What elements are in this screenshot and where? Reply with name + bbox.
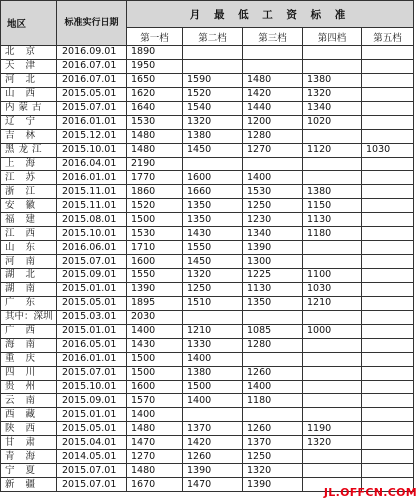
tier-5-cell [362, 129, 414, 143]
tier-2-cell: 1510 [183, 296, 243, 310]
date-cell: 2015.10.01 [57, 143, 127, 157]
tier-3-cell: 1250 [243, 199, 303, 213]
tier-5-cell [362, 366, 414, 380]
tier-5-cell [362, 241, 414, 255]
tier-2-cell: 1210 [183, 324, 243, 338]
tier-1-cell: 1390 [127, 282, 183, 296]
tier-2-cell: 1520 [183, 87, 243, 101]
tier-5-cell [362, 380, 414, 394]
tier-2-cell: 1660 [183, 185, 243, 199]
tier-4-cell [303, 464, 362, 478]
tier-2-cell: 1400 [183, 394, 243, 408]
region-cell: 新 疆 [1, 478, 57, 492]
table-row [1, 380, 414, 394]
tier-4-cell: 1380 [303, 185, 362, 199]
tier-1-cell: 1530 [127, 227, 183, 241]
table-row [1, 87, 414, 101]
tier-1-cell: 1670 [127, 478, 183, 492]
region-cell: 甘 肃 [1, 436, 57, 450]
tier-2-cell: 1370 [183, 422, 243, 436]
tier-3-cell: 1530 [243, 185, 303, 199]
date-cell: 2016.01.01 [57, 115, 127, 129]
table-row [1, 213, 414, 227]
date-cell: 2015.07.01 [57, 366, 127, 380]
region-header: 地区 [1, 1, 57, 46]
table-row [1, 450, 414, 464]
tier-1-cell: 2030 [127, 310, 183, 324]
tier-5-cell [362, 422, 414, 436]
region-cell: 黑龙江 [1, 143, 57, 157]
table-row [1, 255, 414, 269]
tier-3-cell: 1130 [243, 282, 303, 296]
tier-2-cell: 1320 [183, 269, 243, 283]
tier-5-cell [362, 59, 414, 73]
region-cell: 吉 林 [1, 129, 57, 143]
date-cell: 2015.10.01 [57, 380, 127, 394]
tier-4-cell: 1320 [303, 436, 362, 450]
tier-1-cell: 1600 [127, 255, 183, 269]
tier-2-cell [183, 157, 243, 171]
date-cell: 2015.07.01 [57, 101, 127, 115]
tier-5-cell [362, 46, 414, 60]
region-cell: 广 西 [1, 324, 57, 338]
region-cell: 山 东 [1, 241, 57, 255]
table-body [1, 46, 414, 492]
date-cell: 2015.09.01 [57, 394, 127, 408]
tier-4-cell [303, 46, 362, 60]
tier-3-cell: 1085 [243, 324, 303, 338]
date-cell: 2015.09.01 [57, 269, 127, 283]
region-cell: 江 西 [1, 227, 57, 241]
tier-4-cell: 1000 [303, 324, 362, 338]
table-row [1, 338, 414, 352]
table-row [1, 241, 414, 255]
tier-2-cell: 1350 [183, 199, 243, 213]
tier-4-cell [303, 129, 362, 143]
table-row [1, 199, 414, 213]
tier-1-cell: 1480 [127, 464, 183, 478]
table-row [1, 324, 414, 338]
table-row [1, 422, 414, 436]
tier-5-cell [362, 227, 414, 241]
date-cell: 2015.08.01 [57, 213, 127, 227]
date-cell: 2015.10.01 [57, 227, 127, 241]
watermark: JL.OFFCN.COM [323, 486, 417, 499]
tier-3-cell [243, 352, 303, 366]
region-cell: 其中：深圳 [1, 310, 57, 324]
tier-1-cell: 1400 [127, 324, 183, 338]
region-cell: 云 南 [1, 394, 57, 408]
tier-1-cell: 1480 [127, 143, 183, 157]
region-cell: 福 建 [1, 213, 57, 227]
date-cell: 2015.11.01 [57, 185, 127, 199]
tier-2-cell: 1470 [183, 478, 243, 492]
tier-1-cell: 1890 [127, 46, 183, 60]
region-cell: 宁 夏 [1, 464, 57, 478]
region-cell: 山 西 [1, 87, 57, 101]
region-cell: 上 海 [1, 157, 57, 171]
tier-1-cell: 1710 [127, 241, 183, 255]
tier-5-cell [362, 87, 414, 101]
tier-3-cell: 1400 [243, 380, 303, 394]
tier-4-cell [303, 171, 362, 185]
tier-1-cell: 1480 [127, 129, 183, 143]
tier-4-cell [303, 157, 362, 171]
date-cell: 2015.11.01 [57, 199, 127, 213]
tier-4-cell [303, 394, 362, 408]
tier-1-cell: 1550 [127, 269, 183, 283]
tier-2-cell: 1260 [183, 450, 243, 464]
tier-4-cell: 1020 [303, 115, 362, 129]
date-cell: 2016.09.01 [57, 46, 127, 60]
tier-3-cell: 1350 [243, 296, 303, 310]
region-cell: 海 南 [1, 338, 57, 352]
tier-4-cell: 1320 [303, 87, 362, 101]
tier-3-cell: 1390 [243, 478, 303, 492]
tier-5-cell [362, 255, 414, 269]
date-cell: 2015.12.01 [57, 129, 127, 143]
tier-3-cell: 1280 [243, 338, 303, 352]
tier-2-cell: 1390 [183, 464, 243, 478]
region-cell: 青 海 [1, 450, 57, 464]
header-row [1, 1, 414, 28]
table-row [1, 157, 414, 171]
region-cell: 安 徽 [1, 199, 57, 213]
tier-1-cell: 1400 [127, 408, 183, 422]
region-cell: 陕 西 [1, 422, 57, 436]
region-cell: 辽 宁 [1, 115, 57, 129]
region-cell: 贵 州 [1, 380, 57, 394]
tier-4-cell: 1210 [303, 296, 362, 310]
region-cell: 西 藏 [1, 408, 57, 422]
date-cell: 2016.01.01 [57, 352, 127, 366]
date-cell: 2015.04.01 [57, 436, 127, 450]
tier-4-cell: 1340 [303, 101, 362, 115]
tier-2-cell [183, 310, 243, 324]
tier-1-cell: 1860 [127, 185, 183, 199]
tier-3-cell: 1260 [243, 366, 303, 380]
table-row [1, 282, 414, 296]
table-row [1, 227, 414, 241]
tier-4-cell [303, 352, 362, 366]
tier-5-header: 第五档 [362, 28, 414, 46]
tier-4-cell [303, 380, 362, 394]
tier-5-cell [362, 101, 414, 115]
tier-3-cell [243, 157, 303, 171]
tier-3-cell: 1230 [243, 213, 303, 227]
tier-2-cell: 1550 [183, 241, 243, 255]
tier-1-cell: 1270 [127, 450, 183, 464]
table-row [1, 394, 414, 408]
tier-3-cell: 1250 [243, 450, 303, 464]
tier-5-cell [362, 213, 414, 227]
tier-4-cell [303, 408, 362, 422]
tier-4-cell: 1190 [303, 422, 362, 436]
tier-3-cell: 1270 [243, 143, 303, 157]
tier-4-cell [303, 366, 362, 380]
date-cell: 2015.07.01 [57, 464, 127, 478]
table-row [1, 464, 414, 478]
date-cell: 2015.05.01 [57, 422, 127, 436]
tier-5-cell [362, 115, 414, 129]
table-row [1, 269, 414, 283]
tier-5-cell [362, 171, 414, 185]
tier-2-cell: 1380 [183, 366, 243, 380]
region-cell: 北 京 [1, 46, 57, 60]
region-cell: 湖 南 [1, 282, 57, 296]
tier-2-cell: 1320 [183, 115, 243, 129]
tier-5-cell: 1030 [362, 143, 414, 157]
tier-1-cell: 2190 [127, 157, 183, 171]
tier-3-cell: 1320 [243, 464, 303, 478]
tier-4-cell [303, 59, 362, 73]
date-cell: 2014.05.01 [57, 450, 127, 464]
table-row [1, 366, 414, 380]
tier-3-header: 第三档 [243, 28, 303, 46]
tier-2-cell: 1600 [183, 171, 243, 185]
tier-3-cell: 1390 [243, 241, 303, 255]
tier-4-cell [303, 255, 362, 269]
table-row [1, 352, 414, 366]
tier-1-cell: 1650 [127, 73, 183, 87]
tier-1-cell: 1470 [127, 436, 183, 450]
tier-5-cell [362, 436, 414, 450]
tier-1-cell: 1770 [127, 171, 183, 185]
tier-5-cell [362, 394, 414, 408]
tier-3-cell [243, 408, 303, 422]
date-cell: 2015.07.01 [57, 478, 127, 492]
table-row [1, 310, 414, 324]
table-row [1, 46, 414, 60]
tier-1-cell: 1500 [127, 366, 183, 380]
tier-2-cell: 1540 [183, 101, 243, 115]
tier-4-cell: 1180 [303, 227, 362, 241]
table-row [1, 171, 414, 185]
tier-2-cell: 1450 [183, 255, 243, 269]
tier-4-cell: 1120 [303, 143, 362, 157]
tier-1-cell: 1430 [127, 338, 183, 352]
date-cell: 2015.05.01 [57, 87, 127, 101]
date-cell: 2015.01.01 [57, 324, 127, 338]
date-cell: 2016.01.01 [57, 171, 127, 185]
tier-2-cell: 1590 [183, 73, 243, 87]
tier-3-cell: 1340 [243, 227, 303, 241]
region-cell: 天 津 [1, 59, 57, 73]
tier-4-cell [303, 310, 362, 324]
tier-4-cell: 1150 [303, 199, 362, 213]
tier-5-cell [362, 310, 414, 324]
tier-3-cell: 1260 [243, 422, 303, 436]
date-cell: 2016.05.01 [57, 338, 127, 352]
tier-2-cell: 1450 [183, 143, 243, 157]
tier-4-cell: 1380 [303, 73, 362, 87]
tier-1-cell: 1500 [127, 213, 183, 227]
tier-3-cell: 1400 [243, 171, 303, 185]
table-row [1, 73, 414, 87]
region-cell: 河 南 [1, 255, 57, 269]
table-row [1, 436, 414, 450]
wage-standard-header: 月 最 低 工 资 标 准 [127, 1, 414, 28]
tier-3-cell [243, 59, 303, 73]
tier-5-cell [362, 73, 414, 87]
tier-1-cell: 1620 [127, 87, 183, 101]
table-row [1, 101, 414, 115]
region-cell: 浙 江 [1, 185, 57, 199]
tier-5-cell [362, 157, 414, 171]
table-row [1, 129, 414, 143]
tier-2-cell: 1250 [183, 282, 243, 296]
date-cell: 2015.01.01 [57, 408, 127, 422]
region-cell: 湖 北 [1, 269, 57, 283]
tier-2-cell: 1400 [183, 352, 243, 366]
date-cell: 2015.01.01 [57, 282, 127, 296]
tier-3-cell [243, 46, 303, 60]
tier-2-cell: 1380 [183, 129, 243, 143]
tier-1-cell: 1950 [127, 59, 183, 73]
date-cell: 2015.07.01 [57, 255, 127, 269]
table-row [1, 408, 414, 422]
region-cell: 四 川 [1, 366, 57, 380]
tier-5-cell [362, 324, 414, 338]
table-row [1, 143, 414, 157]
tier-5-cell [362, 269, 414, 283]
tier-4-cell [303, 450, 362, 464]
tier-5-cell [362, 352, 414, 366]
region-cell: 河 北 [1, 73, 57, 87]
tier-2-cell [183, 46, 243, 60]
date-cell: 2015.05.01 [57, 296, 127, 310]
tier-5-cell [362, 464, 414, 478]
tier-1-header: 第一档 [127, 28, 183, 46]
tier-3-cell [243, 310, 303, 324]
tier-4-cell [303, 338, 362, 352]
tier-1-cell: 1480 [127, 422, 183, 436]
date-cell: 2016.04.01 [57, 157, 127, 171]
tier-5-cell [362, 199, 414, 213]
tier-1-cell: 1570 [127, 394, 183, 408]
region-cell: 江 苏 [1, 171, 57, 185]
tier-1-cell: 1530 [127, 115, 183, 129]
tier-3-cell: 1370 [243, 436, 303, 450]
tier-4-cell: 1030 [303, 282, 362, 296]
table-row [1, 185, 414, 199]
tier-1-cell: 1640 [127, 101, 183, 115]
tier-2-cell: 1500 [183, 380, 243, 394]
tier-5-cell [362, 450, 414, 464]
tier-4-cell: 1100 [303, 269, 362, 283]
tier-5-cell [362, 408, 414, 422]
tier-2-cell: 1420 [183, 436, 243, 450]
region-cell: 重 庆 [1, 352, 57, 366]
date-cell: 2015.03.01 [57, 310, 127, 324]
tier-3-cell: 1300 [243, 255, 303, 269]
region-cell: 内蒙古 [1, 101, 57, 115]
tier-1-cell: 1600 [127, 380, 183, 394]
tier-2-cell [183, 408, 243, 422]
tier-3-cell: 1225 [243, 269, 303, 283]
tier-2-cell: 1430 [183, 227, 243, 241]
tier-2-cell [183, 59, 243, 73]
tier-3-cell: 1280 [243, 129, 303, 143]
date-header: 标准实行日期 [57, 1, 127, 46]
tier-3-cell: 1200 [243, 115, 303, 129]
tier-1-cell: 1895 [127, 296, 183, 310]
region-cell: 广 东 [1, 296, 57, 310]
tier-3-cell: 1420 [243, 87, 303, 101]
tier-2-header: 第二档 [183, 28, 243, 46]
date-cell: 2016.07.01 [57, 73, 127, 87]
tier-3-cell: 1180 [243, 394, 303, 408]
tier-2-cell: 1330 [183, 338, 243, 352]
tier-5-cell [362, 296, 414, 310]
tier-5-cell [362, 338, 414, 352]
tier-2-cell: 1350 [183, 213, 243, 227]
tier-5-cell [362, 185, 414, 199]
date-cell: 2016.07.01 [57, 59, 127, 73]
tier-1-cell: 1500 [127, 352, 183, 366]
date-cell: 2016.06.01 [57, 241, 127, 255]
tier-3-cell: 1440 [243, 101, 303, 115]
tier-4-header: 第四档 [303, 28, 362, 46]
table-row [1, 59, 414, 73]
tier-1-cell: 1520 [127, 199, 183, 213]
table-row [1, 296, 414, 310]
tier-4-cell [303, 241, 362, 255]
tier-3-cell: 1480 [243, 73, 303, 87]
tier-5-cell [362, 282, 414, 296]
table-row [1, 115, 414, 129]
tier-4-cell: 1130 [303, 213, 362, 227]
